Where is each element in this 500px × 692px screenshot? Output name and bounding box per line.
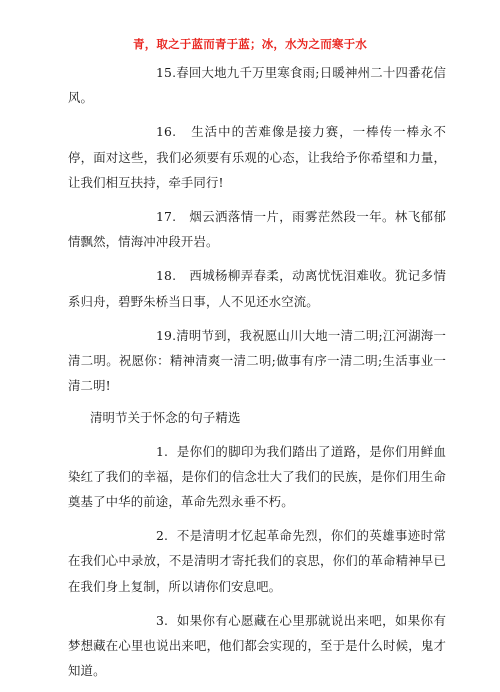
item-number: 1. [156, 443, 169, 459]
item-number: 16. [156, 124, 177, 140]
list-item [68, 119, 446, 195]
list-item [68, 523, 446, 599]
item-number: 2. [156, 528, 169, 544]
section-heading: 清明节关于怀念的句子精选 [90, 410, 241, 426]
item-number: 15. [156, 65, 177, 80]
item-text: 清明节到，我祝愿山川大地一清二明;江河湖海一清二明。祝愿你：精神清爽一清二明;做事有序一清二明;生活事业一清二明! [68, 327, 446, 394]
item-text: 如果你有心愿藏在心里那就说出来吧，如果你有梦想藏在心里也说出来吧，他们都会实现的，至于是什么时候，鬼才知道。 [68, 612, 446, 679]
item-text: 春回大地九千万里寒食雨;日暖神州二十四番花信风。 [68, 65, 446, 106]
list-item [68, 608, 446, 684]
document-body [68, 60, 446, 692]
item-text: 是你们的脚印为我们踏出了道路，是你们用鲜血染红了我们的幸福，是你们的信念壮大了我们的民族，是你们用生命奠基了中华的前途，革命先烈永垂不朽。 [68, 443, 446, 510]
item-text: 西城杨柳弄春柔，动离忧怃泪难收。犹记多情系归舟，碧野朱桥当日事，人不见还水空流。 [68, 268, 446, 309]
list-item [68, 439, 446, 515]
list-item [68, 204, 446, 254]
list-item [68, 263, 446, 313]
item-number: 17. [156, 209, 177, 225]
item-text: 生活中的苦难像是接力赛，一棒传一棒永不停，面对这些，我们必须要有乐观的心态，让我给予你希望和力量，让我们相互扶持，牵手同行! [68, 124, 446, 190]
header-banner: 青，取之于蓝而青于蓝；冰，水为之而寒于水 [133, 37, 367, 51]
item-text: 烟云洒落情一片，雨雾茫然段一年。林飞郁郁情飘然，情海冲冲段开岩。 [68, 209, 446, 250]
list-item [68, 60, 446, 110]
item-number: 19. [156, 327, 177, 343]
item-number: 3. [156, 612, 169, 628]
item-number: 18. [156, 268, 177, 284]
item-text: 不是清明才忆起革命先烈，你们的英雄事迹时常在我们心中录放，不是清明才寄托我们的哀思，你们的革命精神早已在我们身上复制，所以请你们安息吧。 [68, 528, 446, 594]
list-item [68, 323, 446, 399]
